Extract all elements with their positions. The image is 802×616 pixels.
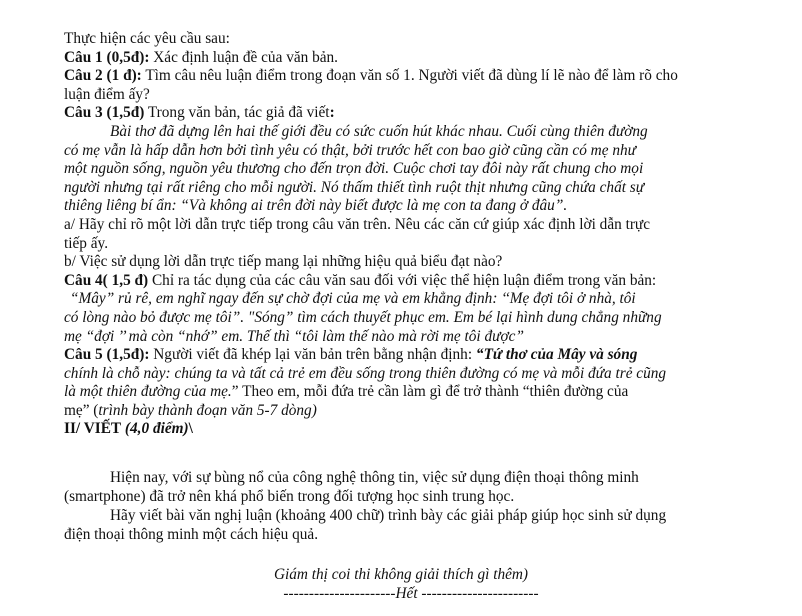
quote-line: thiêng liêng bí ẩn: “Và không ai trên đời này biết được là mẹ con ta đang ở đâu”. (64, 197, 568, 215)
end-line: ----------------------Hết ----------------------- (283, 585, 539, 602)
question-4 (64, 272, 734, 291)
writing-task (64, 468, 734, 544)
question-3 (64, 104, 734, 123)
question-5-note: trình bày thành đoạn văn 5-7 dòng) (98, 401, 317, 419)
proctor-note: Giám thị coi thi không giải thích gì thêm) (273, 566, 529, 583)
quote-line: một nguồn sống, nguồn yêu thương cho đến trọn đời. Cuộc chơi tay đôi này rất chung cho mọi (64, 160, 644, 178)
question-3-text: Trong văn bản, tác giả đã viết (144, 104, 330, 122)
question-3-label: Câu 3 (1,5đ) (64, 104, 145, 122)
question-2-label: Câu 2 (1 đ): (64, 67, 142, 85)
question-5-quote-end: là một thiên đường của mẹ. (64, 383, 232, 401)
question-5-text: Người viết đã khép lại văn bản trên bằng nhận định: (149, 346, 476, 364)
question-4-text: Chỉ ra tác dụng của các câu văn sau đối với việc thể hiện luận điểm trong văn bản: (148, 271, 657, 289)
question-5-label: Câu 5 (1,5đ): (64, 346, 150, 364)
question-2-line-2: luận điểm ấy? (64, 85, 150, 103)
quote-line: có lòng nào bỏ được mẹ tôi”. "Sóng” tìm cách thuyết phục em. Em bé lại hình dung chẳng những (64, 308, 662, 326)
question-1 (64, 49, 734, 68)
writing-para-1-line-2: (smartphone) đã trở nên khá phổ biến trong đối tượng học sinh trung học. (64, 488, 515, 505)
question-5-line-4 (64, 402, 734, 421)
intro-text: Thực hiện các yêu cầu sau: (64, 30, 230, 47)
quote-line: mẹ “đợi ’’ mà còn “nhớ” em. Thế thì “tôi làm thế nào mà rời mẹ tôi được” (64, 327, 524, 345)
question-3b: b/ Việc sử dụng lời dẫn trực tiếp mang lại những hiệu quả biểu đạt nào? (64, 253, 503, 271)
part-2-heading (64, 420, 734, 439)
question-3a-line-1: a/ Hãy chỉ rõ một lời dẫn trực tiếp trong câu văn trên. Nêu các căn cứ giúp xác định lời dẫn trực (64, 215, 651, 233)
question-2-line-1 (64, 67, 734, 86)
question-1-label: Câu 1 (0,5đ): (64, 48, 150, 66)
question-5-quote-start: “Tứ thơ của Mây và sóng (475, 346, 638, 364)
quote-line: Bài thơ đã dựng lên hai thế giới đều có sức cuốn hút khác nhau. Cuối cùng thiên đường (110, 122, 648, 140)
question-3a-line-2: tiếp ấy. (64, 234, 109, 252)
question-5-line-3 (64, 383, 734, 402)
question-5-line-1 (64, 346, 734, 365)
question-5-text-2: ” Theo em, mỗi đứa trẻ cần làm gì để trở thành “thiên đường của (231, 383, 629, 401)
reading-questions (64, 30, 734, 439)
writing-para-2-line-2: điện thoại thông minh một cách hiệu quả. (64, 526, 319, 543)
question-4-label: Câu 4( 1,5 đ) (64, 271, 149, 289)
part-2-tail: \ (188, 420, 193, 438)
part-2-label: II/ VIẾT (64, 420, 122, 438)
writing-para-1-line-1: Hiện nay, với sự bùng nổ của công nghệ thông tin, việc sử dụng điện thoại thông minh (110, 469, 639, 486)
question-1-text: Xác định luận đề của văn bản. (149, 48, 339, 66)
question-5-line-2: chính là chỗ này: chúng ta và tất cả trẻ em đều sống trong thiên đường có mẹ và mỗi đứa trẻ cũng (64, 364, 667, 382)
quote-line: người nhưng tại rất riêng cho mỗi người. Nó thấm thiết tình ruột thịt nhưng cũng chứa chất sự (64, 178, 645, 196)
quote-line: có mẹ vẫn là hấp dẫn hơn bởi tình yêu có thật, bởi trước hết con bao giờ cũng cần có mẹ như (64, 141, 636, 159)
writing-para-2-line-1: Hãy viết bài văn nghị luận (khoảng 400 chữ) trình bày các giải pháp giúp học sinh sử dụng (110, 507, 667, 524)
question-5-text-3: mẹ” ( (64, 401, 99, 419)
quote-line: “Mây” rủ rê, em nghĩ ngay đến sự chờ đợi của mẹ và em khẳng định: ‘‘Mẹ đợi tôi ở nhà, tôi (70, 290, 636, 308)
question-2-text: Tìm câu nêu luận điểm trong đoạn văn số 1. Người viết đã dùng lí lẽ nào để làm rõ cho (141, 67, 678, 85)
part-2-points: (4,0 điểm) (121, 420, 189, 438)
question-3-colon: : (329, 104, 335, 122)
